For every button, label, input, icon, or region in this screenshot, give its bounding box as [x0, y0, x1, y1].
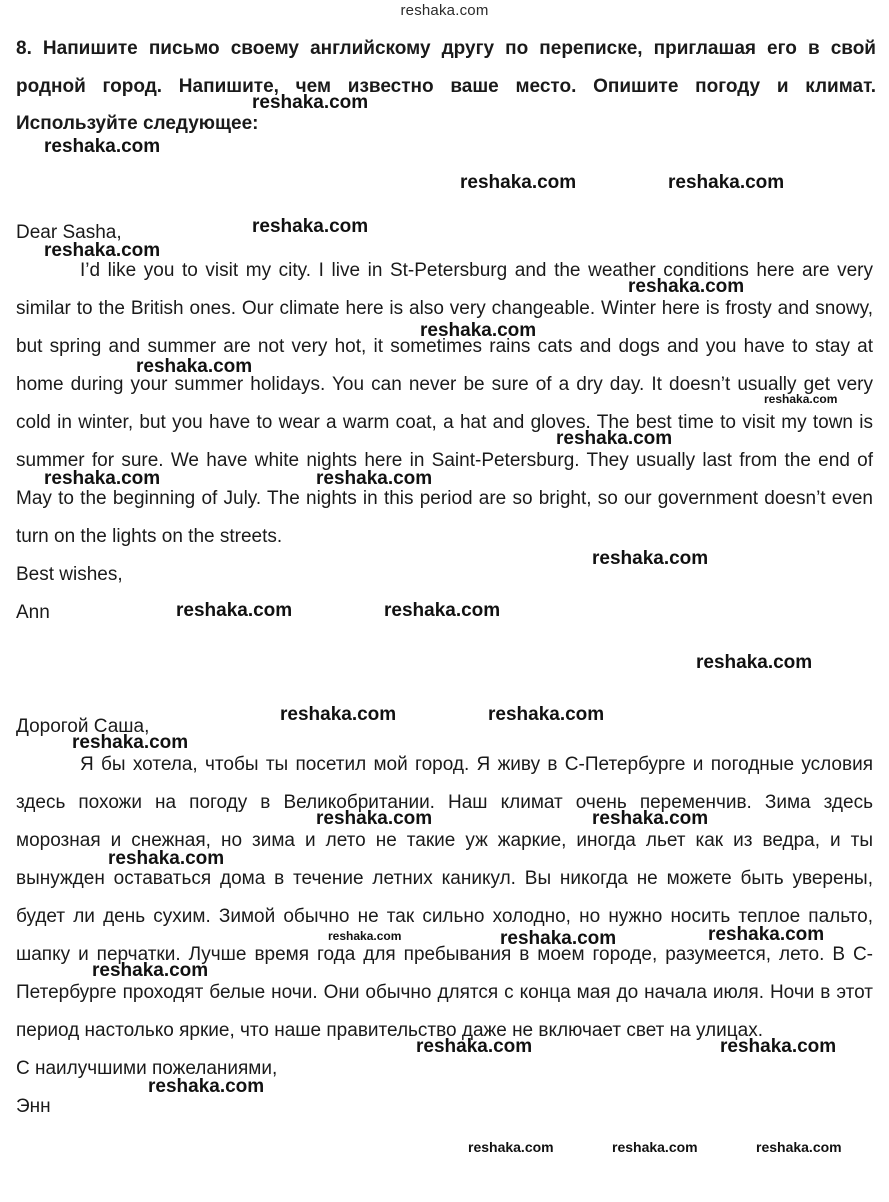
watermark: reshaka.com [316, 468, 433, 489]
watermark: reshaka.com [176, 600, 293, 621]
watermark: reshaka.com [416, 1036, 533, 1057]
watermark: reshaka.com [460, 172, 577, 193]
watermark: reshaka.com [556, 428, 673, 449]
watermark: reshaka.com [696, 652, 813, 673]
watermark: reshaka.com [592, 548, 709, 569]
watermark: reshaka.com [720, 1036, 837, 1057]
watermark: reshaka.com [420, 320, 537, 341]
watermark: reshaka.com [108, 848, 225, 869]
russian-letter [16, 708, 873, 1126]
watermark: reshaka.com [488, 704, 605, 725]
watermark: reshaka.com [756, 1139, 842, 1155]
header-watermark: reshaka.com [400, 2, 489, 19]
watermark: reshaka.com [764, 392, 838, 406]
russian-greeting: Дорогой Саша, [16, 716, 150, 737]
watermark: reshaka.com [92, 960, 209, 981]
russian-signature: Энн [16, 1096, 51, 1117]
watermark: reshaka.com [252, 216, 369, 237]
watermark: reshaka.com [500, 928, 617, 949]
watermark: reshaka.com [44, 136, 161, 157]
watermark: reshaka.com [468, 1139, 554, 1155]
watermark: reshaka.com [316, 808, 433, 829]
watermark: reshaka.com [148, 1076, 265, 1097]
russian-closing: С наилучшими пожеланиями, [16, 1058, 278, 1079]
english-body: I’d like you to visit my city. I live in St-Petersburg and the weather conditions here are very similar to the British ones. Our climate here is also very changeable. Winter here is frosty and snowy, but spring and summer are not very hot, it sometimes rains cats and dogs and you have to stay at home during your summer holidays. You can never be sure of a dry day. It doesn’t usually get very cold in winter, but you have to wear a warm coat, a hat and gloves. The best time to visit my town is summer for sure. We have white nights here in Saint-Petersburg. They usually last from the end of May to the beginning of July. The nights in this period are so bright, so our government doesn’t even turn on the lights on the streets. [16, 260, 873, 547]
watermark: reshaka.com [708, 924, 825, 945]
english-greeting: Dear Sasha, [16, 222, 122, 243]
watermark: reshaka.com [384, 600, 501, 621]
watermark: reshaka.com [44, 240, 161, 261]
watermark: reshaka.com [628, 276, 745, 297]
english-letter [16, 214, 873, 632]
watermark: reshaka.com [72, 732, 189, 753]
task-prompt: 8. Напишите письмо своему английскому другу по переписке, приглашая его в свой родной город. Напишите, чем известно ваше место. Опишите погоду и климат. Используйте следующее: [16, 38, 876, 134]
russian-body: Я бы хотела, чтобы ты посетил мой город. Я живу в С-Петербурге и погодные условия здесь похожи на погоду в Великобритании. Наш климат очень переменчив. Зима здесь морозная и снежная, но зима и лето не такие уж жаркие, иногда льет как из ведра, и ты вынужден оставаться дома в течение летних каникул. Вы никогда не можете быть уверены, будет ли день сухим. Зимой обычно не так сильно холодно, но нужно носить теплое пальто, шапку и перчатки. Лучше время года для пребывания в моем городе, разумеется, лето. В С-Петербурге проходят белые ночи. Они обычно длятся с конца мая до начала июля. Ночи в этот период настолько яркие, что наше правительство даже не включает свет на улицах. [16, 754, 873, 1041]
english-signature: Ann [16, 602, 50, 623]
english-closing: Best wishes, [16, 564, 123, 585]
watermark: reshaka.com [668, 172, 785, 193]
watermark: reshaka.com [328, 929, 402, 943]
watermark: reshaka.com [136, 356, 253, 377]
watermark: reshaka.com [592, 808, 709, 829]
watermark: reshaka.com [612, 1139, 698, 1155]
watermark: reshaka.com [252, 92, 369, 113]
watermark: reshaka.com [280, 704, 397, 725]
watermark: reshaka.com [44, 468, 161, 489]
